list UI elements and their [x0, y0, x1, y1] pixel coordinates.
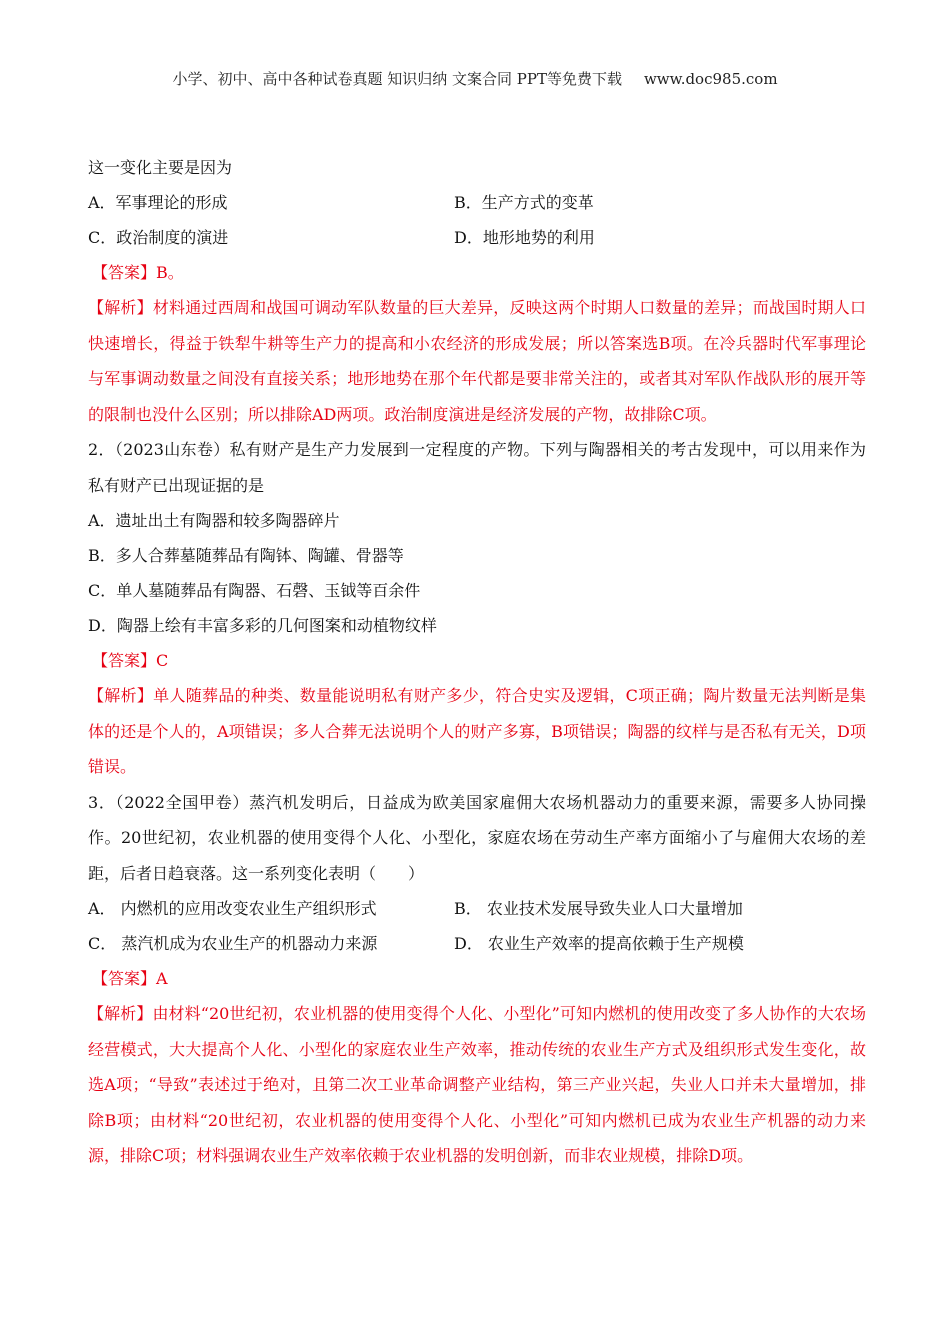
q3-option-c: C． 蒸汽机成为农业生产的机器动力来源 — [88, 934, 378, 953]
q3-option-b: B． 农业技术发展导致失业人口大量增加 — [454, 899, 743, 918]
q3-answer: 【答案】A — [92, 969, 168, 988]
q3-stem: 3．（2022全国甲卷）蒸汽机发明后，日益成为欧美国家雇佣大农场机器动力的重要来源，需要多人协同操作。20世纪初，农业机器的使用变得个人化、小型化，家庭农场在劳动生产率方面缩小了与雇佣大农场的差距，后者日趋衰落。这一系列变化表明（ ） — [88, 792, 866, 883]
q2-answer: 【答案】C — [92, 651, 169, 670]
q2-stem: 2．（2023山东卷）私有财产是生产力发展到一定程度的产物。下列与陶器相关的考古发现中，可以用来作为私有财产已出现证据的是 — [88, 440, 866, 495]
q1-options-row-1 — [88, 185, 866, 220]
q2-option-a: A．遗址出土有陶器和较多陶器碎片 — [88, 511, 340, 530]
q1-options-row-2 — [88, 220, 866, 255]
q1-stem-tail: 这一变化主要是因为 — [88, 158, 233, 177]
q1-option-a: A．军事理论的形成 — [88, 193, 228, 212]
q2-option-d: D．陶器上绘有丰富多彩的几何图案和动植物纹样 — [88, 616, 437, 635]
q3-option-d: D． 农业生产效率的提高依赖于生产规模 — [454, 934, 744, 953]
header-text: 小学、初中、高中各种试卷真题 知识归纳 文案合同 PPT等免费下载 — [172, 70, 622, 88]
q1-option-c: C．政治制度的演进 — [88, 228, 229, 247]
q2-option-b: B．多人合葬墓随葬品有陶钵、陶罐、骨器等 — [88, 546, 404, 565]
q1-analysis: 【解析】材料通过西周和战国可调动军队数量的巨大差异，反映这两个时期人口数量的差异；而战国时期人口快速增长，得益于铁犁牛耕等生产力的提高和小农经济的形成发展；所以答案选B项。在冷兵器时代军事理论与军事调动数量之间没有直接关系；地形地势在那个年代都是要非常关注的，或者其对军队作战队形的展开等的限制也没什么区别；所以排除AD两项。政治制度演进是经济发展的产物，故排除C项。 — [88, 298, 866, 424]
header-site-link[interactable]: www.doc985.com — [643, 70, 778, 88]
q2-option-c: C．单人墓随葬品有陶器、石磬、玉钺等百余件 — [88, 581, 421, 600]
q3-analysis: 【解析】由材料“20世纪初，农业机器的使用变得个人化、小型化”可知内燃机的使用改变了多人协作的大农场经营模式，大大提高个人化、小型化的家庭农业生产效率，推动传统的农业生产方式及组织形式发生变化，故选A项；“导致”表述过于绝对，且第二次工业革命调整产业结构，第三产业兴起，失业人口并未大量增加，排除B项；由材料“20世纪初，农业机器的使用变得个人化、小型化”可知内燃机已成为农业生产机器的动力来源，排除C项；材料强调农业生产效率依赖于农业机器的发明创新，而非农业规模，排除D项。 — [88, 1004, 866, 1165]
page-header — [0, 68, 950, 89]
q3-options-row-1 — [88, 891, 866, 926]
q1-answer: 【答案】B。 — [92, 263, 184, 282]
page-content — [88, 150, 866, 1174]
q1-option-b: B．生产方式的变革 — [454, 193, 594, 212]
q1-option-d: D．地形地势的利用 — [454, 228, 595, 247]
q3-options-row-2 — [88, 926, 866, 961]
q2-analysis: 【解析】单人随葬品的种类、数量能说明私有财产多少，符合史实及逻辑，C项正确；陶片数量无法判断是集体的还是个人的，A项错误；多人合葬无法说明个人的财产多寡，B项错误；陶器的纹样与是否私有无关，D项错误。 — [88, 686, 866, 776]
q3-option-a: A． 内燃机的应用改变农业生产组织形式 — [88, 899, 377, 918]
